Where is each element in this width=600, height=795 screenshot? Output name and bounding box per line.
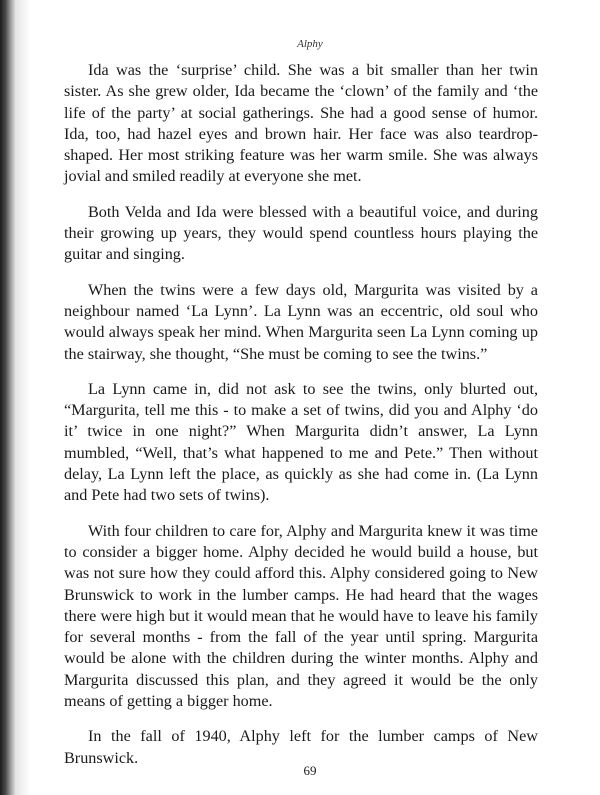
page-number: 69 <box>303 763 317 778</box>
paragraph-la-lynn-visit: When the twins were a few days old, Margurita was visited by a neighbour named ‘La Lynn’. La Lynn was an eccentric, old soul who would always speak her mind. When Margurita seen La Lynn coming up the stairway, she thought, “She must be coming to see the twins.” <box>64 280 538 363</box>
paragraph-lumber-camps: In the fall of 1940, Alphy left for the lumber camps of New Brunswick. <box>64 727 538 767</box>
paragraph-bigger-home: With four children to care for, Alphy and Margurita knew it was time to consider a bigger home. Alphy decided he would build a house, but was not sure how they could afford this. Alphy considered going to New Brunswick to work in the lumber camps. He had heard that the wages there were high but it would mean that he would have to leave his family for several months - from the fall of the year until spring. Margurita would be alone with the children during the winter months. Alphy and Margurita discussed this plan, and they agreed it would be the only means of getting a bigger home. <box>64 521 538 711</box>
paragraph-la-lynn-question: La Lynn came in, did not ask to see the twins, only blurted out, “Margurita, tell me this - to make a set of twins, did you and Alphy ‘do it’ twice in one night?” When Margurita didn’t answer, La Lynn mumbled, “Well, that’s what happened to me and Pete.” Then without delay, La Lynn left the place, as quickly as she had come in. (La Lynn and Pete had two sets of twins). <box>64 379 538 505</box>
running-head: Alphy <box>297 38 323 50</box>
book-spine-shadow <box>0 0 16 795</box>
paragraph-ida: Ida was the ‘surprise’ child. She was a bit smaller than her twin sister. As she grew older, Ida became the ‘clown’ of the family and ‘the life of the party’ at social gatherings. She had a good sense of humor. Ida, too, had hazel eyes and brown hair. Her face was also teardrop-shaped. Her most striking feature was her warm smile. She was always jovial and smiled readily at everyone she met. <box>64 61 538 186</box>
body-text <box>64 60 538 783</box>
gutter-shadow <box>16 0 30 795</box>
paragraph-voices: Both Velda and Ida were blessed with a beautiful voice, and during their growing up years, they would spend countless hours playing the guitar and singing. <box>64 202 538 264</box>
